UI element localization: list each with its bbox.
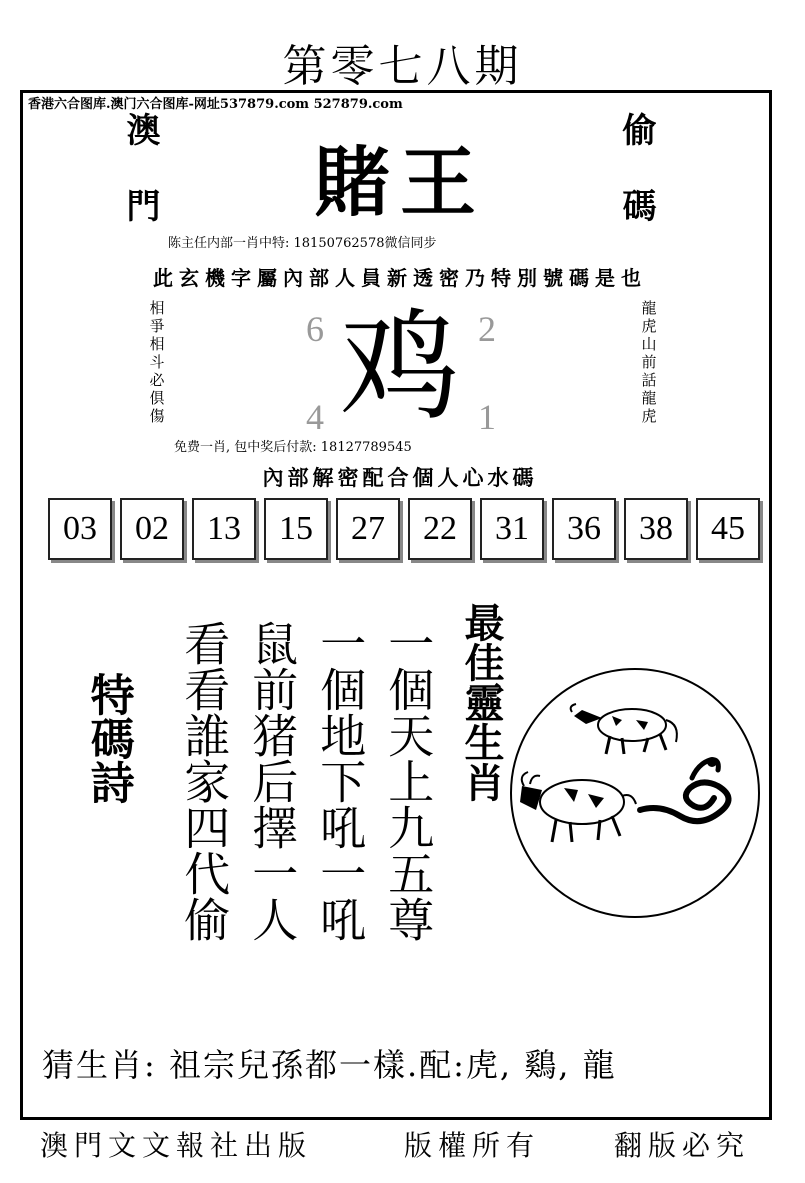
footer-warning: 翻版必究 xyxy=(614,1129,751,1162)
poem-line-2: 鼠前猪后擇一人 xyxy=(245,620,300,942)
issue-title: 第零七八期 xyxy=(282,41,523,92)
poem-line-4: 一個天上九五尊 xyxy=(381,620,436,942)
left-side-label: 澳門 xyxy=(120,112,160,264)
subtitle: 內部解密配合個人心水碼 xyxy=(262,465,538,490)
snake-icon xyxy=(640,757,729,821)
poem-line-3: 一個地下吼一吼 xyxy=(313,620,368,942)
number-box: 03 xyxy=(48,498,112,560)
right-phrase: 龍虎山前話龍虎 xyxy=(639,300,658,426)
number-box: 45 xyxy=(696,498,760,560)
zodiac-animals-circle xyxy=(510,668,760,918)
main-title: 賭王 xyxy=(314,138,486,227)
number-box: 15 xyxy=(264,498,328,560)
poem-line-1: 看看誰家四代偷 xyxy=(177,620,232,942)
best-zodiac-label: 最佳靈生肖 xyxy=(458,602,505,802)
number-row xyxy=(48,498,760,564)
slogan: 此玄機字屬內部人員新透密乃特別號碼是也 xyxy=(153,266,647,290)
number-box: 36 xyxy=(552,498,616,560)
corner-number-bl: 4 xyxy=(306,397,324,437)
animals-illustration xyxy=(512,670,758,916)
number-box: 13 xyxy=(192,498,256,560)
site-line: 香港六合图库.澳门六合图库-网址537879.com 527879.com xyxy=(28,97,403,112)
left-phrase: 相爭相斗必俱傷 xyxy=(147,300,166,426)
right-side-label: 偷碼 xyxy=(616,112,656,264)
ox-icon xyxy=(571,704,677,754)
contact-line-1: 陈主任内部一肖中特: 18150762578微信同步 xyxy=(168,236,437,251)
guess-zodiac-line: 猜生肖: 祖宗兒孫都一樣.配:虎, 鷄, 龍 xyxy=(42,1046,617,1084)
corner-number-br: 1 xyxy=(478,397,496,437)
poem-label: 特碼詩 xyxy=(82,672,134,804)
zodiac-character: 鸡 xyxy=(340,298,460,437)
number-box: 02 xyxy=(120,498,184,560)
footer-publisher: 澳門文文報社出版 xyxy=(40,1129,313,1162)
corner-number-tl: 6 xyxy=(306,309,324,349)
number-box: 27 xyxy=(336,498,400,560)
contact-line-2: 免费一肖, 包中奖后付款: 18127789545 xyxy=(174,440,412,455)
number-box: 38 xyxy=(624,498,688,560)
bull-icon xyxy=(520,772,636,842)
number-box: 22 xyxy=(408,498,472,560)
corner-number-tr: 2 xyxy=(478,309,496,349)
number-box: 31 xyxy=(480,498,544,560)
footer-rights: 版權所有 xyxy=(404,1129,541,1162)
